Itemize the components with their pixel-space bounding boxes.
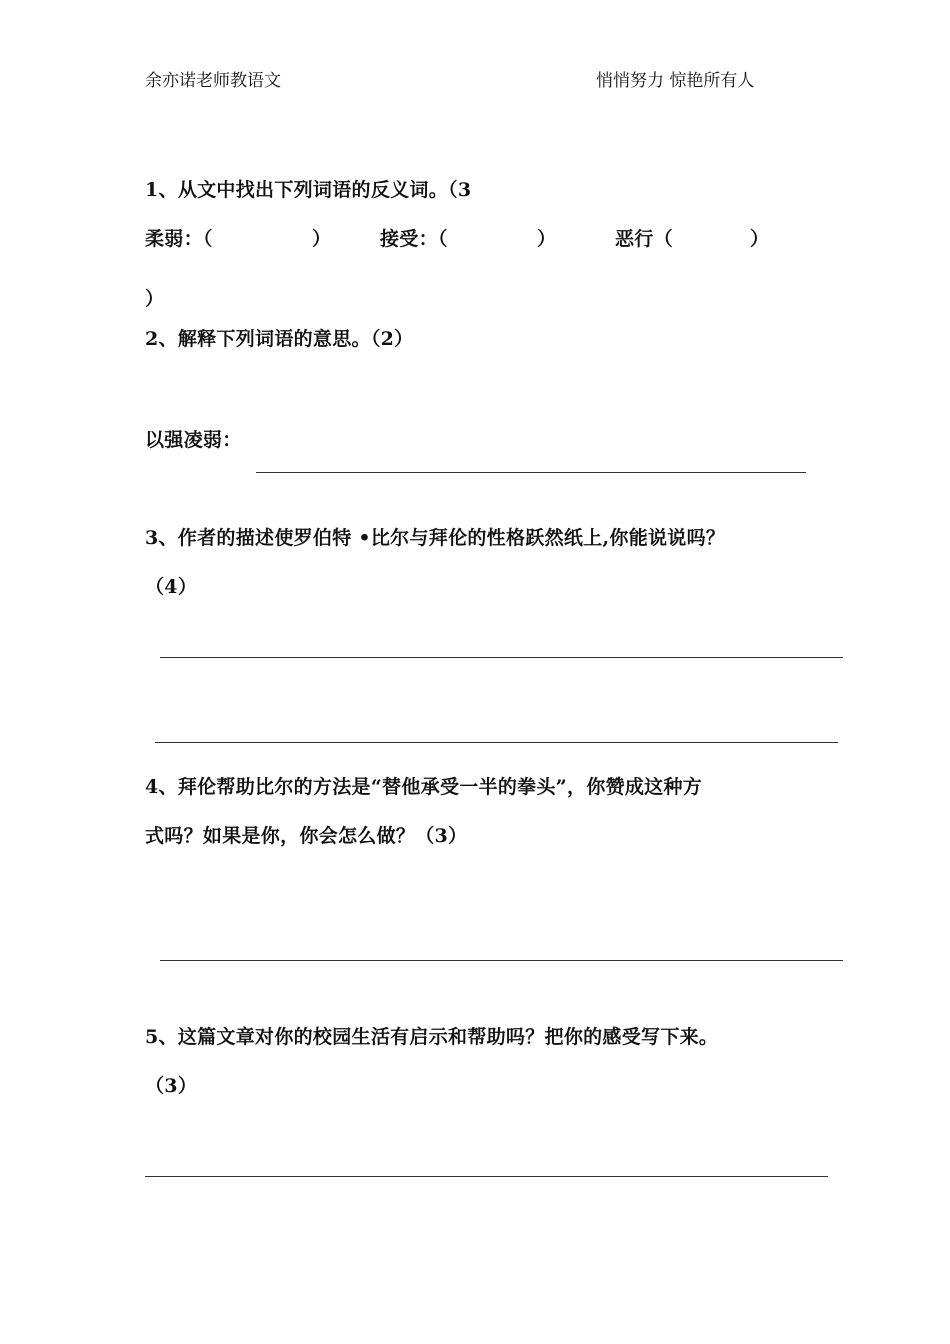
- q1-item-1-word: 柔弱：（: [145, 228, 213, 250]
- q5-answer-line[interactable]: [145, 1176, 828, 1177]
- question-2-prompt: 2、解释下列词语的意思。（2）: [145, 328, 414, 350]
- q1-item-3-word: 恶行（: [615, 228, 673, 250]
- q2-term: 以强凌弱：: [145, 429, 242, 451]
- header-left: 余亦诺老师教语文: [145, 71, 281, 91]
- question-5-prompt: 5、这篇文章对你的校园生活有启示和帮助吗？把你的感受写下来。: [145, 1026, 719, 1048]
- q1-item-2-word: 接受：（: [380, 228, 448, 250]
- q3-answer-line-1[interactable]: [160, 657, 843, 658]
- question-1-prompt: 1、从文中找出下列词语的反义词。（3: [145, 179, 472, 201]
- question-3-prompt: 3、作者的描述使罗伯特 •比尔与拜伦的性格跃然纸上,你能说说吗？: [145, 527, 726, 549]
- header-right: 悄悄努力 惊艳所有人: [596, 71, 755, 91]
- q1-item-2-close: ）: [537, 228, 557, 250]
- q4-answer-line[interactable]: [160, 960, 843, 961]
- q1-tail: ）: [145, 288, 165, 310]
- q3-points: （4）: [145, 576, 198, 598]
- q3-answer-line-2[interactable]: [155, 742, 838, 743]
- q5-points: （3）: [145, 1075, 198, 1097]
- question-4-prompt-line-2: 式吗？如果是你，你会怎么做？（3）: [145, 825, 468, 847]
- q1-item-1-close: ）: [312, 228, 332, 250]
- q2-answer-line[interactable]: [256, 472, 806, 473]
- question-4-prompt-line-1: 4、拜伦帮助比尔的方法是“替他承受一半的拳头”，你赞成这种方: [145, 776, 703, 798]
- q1-item-3-close: ）: [750, 228, 770, 250]
